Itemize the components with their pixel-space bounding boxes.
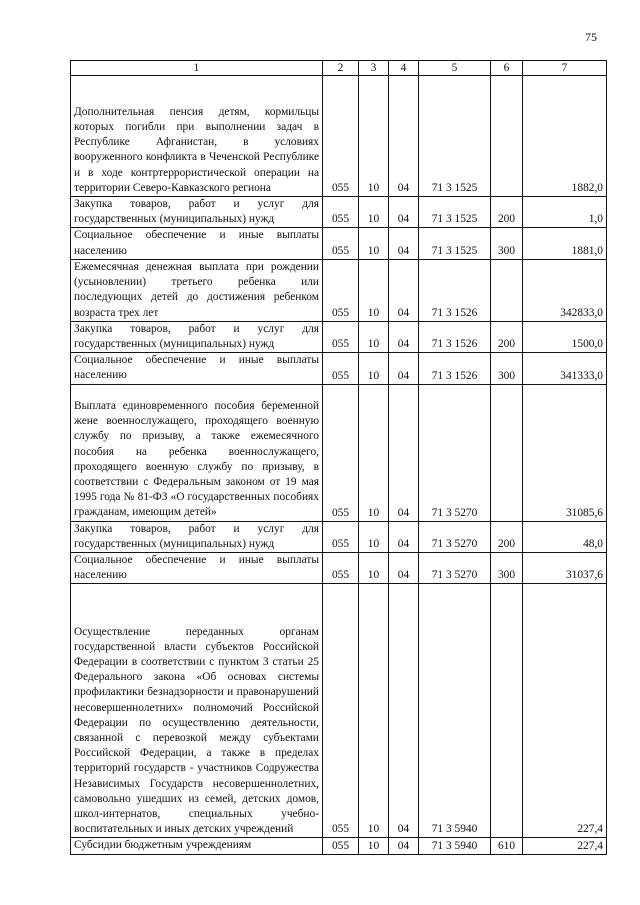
row-description: Субсидии бюджетным учреждениям: [71, 838, 323, 854]
row-amount: 48,0: [523, 521, 607, 552]
table-row: [71, 228, 607, 259]
row-amount: 341333,0: [523, 353, 607, 384]
row-description: Осуществление переданных органам государственной власти субъектов Российской Федерации в соответствии с пунктом 3 статьи 25 Федерального закона «Об основах системы профилактики безнадзорности и правонарушений несовершеннолетних» полномочий Российской Федерации по осуществлению деятельности, связанной с перевозкой между субъектами Российской Федерации, а также в пределах территорий государств - участников Содружества Независимых Государств несовершеннолетних, самовольно ушедших из семей, детских домов, школ-интернатов, специальных учебно-воспитательных и иных детских учреждений: [71, 584, 323, 838]
table-row: [71, 76, 607, 197]
table-row: [71, 521, 607, 552]
row-expense-type: 610: [491, 838, 523, 854]
header-col-1: 1: [71, 61, 323, 76]
page-number: 75: [585, 30, 597, 44]
row-expense-type: [491, 584, 523, 838]
header-row: [71, 61, 607, 76]
row-section: 10: [359, 321, 389, 352]
row-target-article: 71 3 5270: [419, 384, 491, 521]
row-target-article: 71 3 5940: [419, 584, 491, 838]
row-amount: 1881,0: [523, 228, 607, 259]
row-section: 10: [359, 353, 389, 384]
row-ministry-code: 055: [323, 584, 359, 838]
row-expense-type: 300: [491, 228, 523, 259]
row-subsection: 04: [389, 321, 419, 352]
header-col-6: 6: [491, 61, 523, 76]
row-expense-type: [491, 76, 523, 197]
row-expense-type: 200: [491, 521, 523, 552]
row-description: Социальное обеспечение и иные выплаты населению: [71, 553, 323, 584]
row-amount: 227,4: [523, 838, 607, 854]
row-ministry-code: 055: [323, 197, 359, 228]
row-target-article: 71 3 1525: [419, 76, 491, 197]
table-row: [71, 584, 607, 838]
row-section: 10: [359, 228, 389, 259]
header-col-5: 5: [419, 61, 491, 76]
row-ministry-code: 055: [323, 76, 359, 197]
row-amount: 31037,6: [523, 553, 607, 584]
row-description: Ежемесячная денежная выплата при рождении (усыновлении) третьего ребенка или последующих детей до достижения ребенком возраста трех лет: [71, 259, 323, 321]
table-row: [71, 259, 607, 321]
row-subsection: 04: [389, 584, 419, 838]
table-row: [71, 384, 607, 521]
row-description: Закупка товаров, работ и услуг для государственных (муниципальных) нужд: [71, 321, 323, 352]
table-row: [71, 197, 607, 228]
row-target-article: 71 3 1525: [419, 197, 491, 228]
row-amount: 1882,0: [523, 76, 607, 197]
row-expense-type: 300: [491, 353, 523, 384]
row-section: 10: [359, 197, 389, 228]
row-section: 10: [359, 584, 389, 838]
row-target-article: 71 3 5270: [419, 553, 491, 584]
row-section: 10: [359, 76, 389, 197]
row-subsection: 04: [389, 76, 419, 197]
row-target-article: 71 3 5270: [419, 521, 491, 552]
row-subsection: 04: [389, 838, 419, 854]
header-col-3: 3: [359, 61, 389, 76]
row-ministry-code: 055: [323, 321, 359, 352]
row-ministry-code: 055: [323, 384, 359, 521]
row-section: 10: [359, 384, 389, 521]
header-col-7: 7: [523, 61, 607, 76]
row-subsection: 04: [389, 384, 419, 521]
row-section: 10: [359, 521, 389, 552]
row-description: Дополнительная пенсия детям, кормильцы которых погибли при выполнении задач в Республике Афганистан, в условиях вооруженного конфликта в Чеченской Республике и в ходе контртеррористической операции на территории Северо-Кавказского региона: [71, 76, 323, 197]
row-amount: 227,4: [523, 584, 607, 838]
row-target-article: 71 3 1526: [419, 353, 491, 384]
header-col-2: 2: [323, 61, 359, 76]
row-target-article: 71 3 5940: [419, 838, 491, 854]
row-ministry-code: 055: [323, 228, 359, 259]
row-description: Закупка товаров, работ и услуг для государственных (муниципальных) нужд: [71, 521, 323, 552]
row-subsection: 04: [389, 521, 419, 552]
table-row: [71, 353, 607, 384]
row-section: 10: [359, 553, 389, 584]
row-target-article: 71 3 1526: [419, 321, 491, 352]
row-expense-type: 200: [491, 321, 523, 352]
row-subsection: 04: [389, 259, 419, 321]
row-subsection: 04: [389, 197, 419, 228]
row-subsection: 04: [389, 553, 419, 584]
row-amount: 342833,0: [523, 259, 607, 321]
row-target-article: 71 3 1525: [419, 228, 491, 259]
row-description: Выплата единовременного пособия беременной жене военнослужащего, проходящего военную службу по призыву, а также ежемесячного пособия на ребенка военнослужащего, проходящего военную службу по призыву, в соответствии с Федеральным законом от 19 мая 1995 года № 81-ФЗ «О государственных пособиях гражданам, имеющим детей»: [71, 384, 323, 521]
row-description: Закупка товаров, работ и услуг для государственных (муниципальных) нужд: [71, 197, 323, 228]
row-description: Социальное обеспечение и иные выплаты населению: [71, 353, 323, 384]
row-section: 10: [359, 838, 389, 854]
header-col-4: 4: [389, 61, 419, 76]
row-description: Социальное обеспечение и иные выплаты населению: [71, 228, 323, 259]
row-amount: 31085,6: [523, 384, 607, 521]
row-target-article: 71 3 1526: [419, 259, 491, 321]
row-ministry-code: 055: [323, 838, 359, 854]
row-expense-type: [491, 259, 523, 321]
table-row: [71, 321, 607, 352]
table-row: [71, 838, 607, 854]
row-expense-type: 200: [491, 197, 523, 228]
row-amount: 1,0: [523, 197, 607, 228]
budget-table: [70, 60, 607, 855]
row-ministry-code: 055: [323, 553, 359, 584]
table-row: [71, 553, 607, 584]
row-expense-type: [491, 384, 523, 521]
row-expense-type: 300: [491, 553, 523, 584]
row-ministry-code: 055: [323, 259, 359, 321]
row-section: 10: [359, 259, 389, 321]
row-subsection: 04: [389, 353, 419, 384]
row-subsection: 04: [389, 228, 419, 259]
row-ministry-code: 055: [323, 353, 359, 384]
row-ministry-code: 055: [323, 521, 359, 552]
row-amount: 1500,0: [523, 321, 607, 352]
